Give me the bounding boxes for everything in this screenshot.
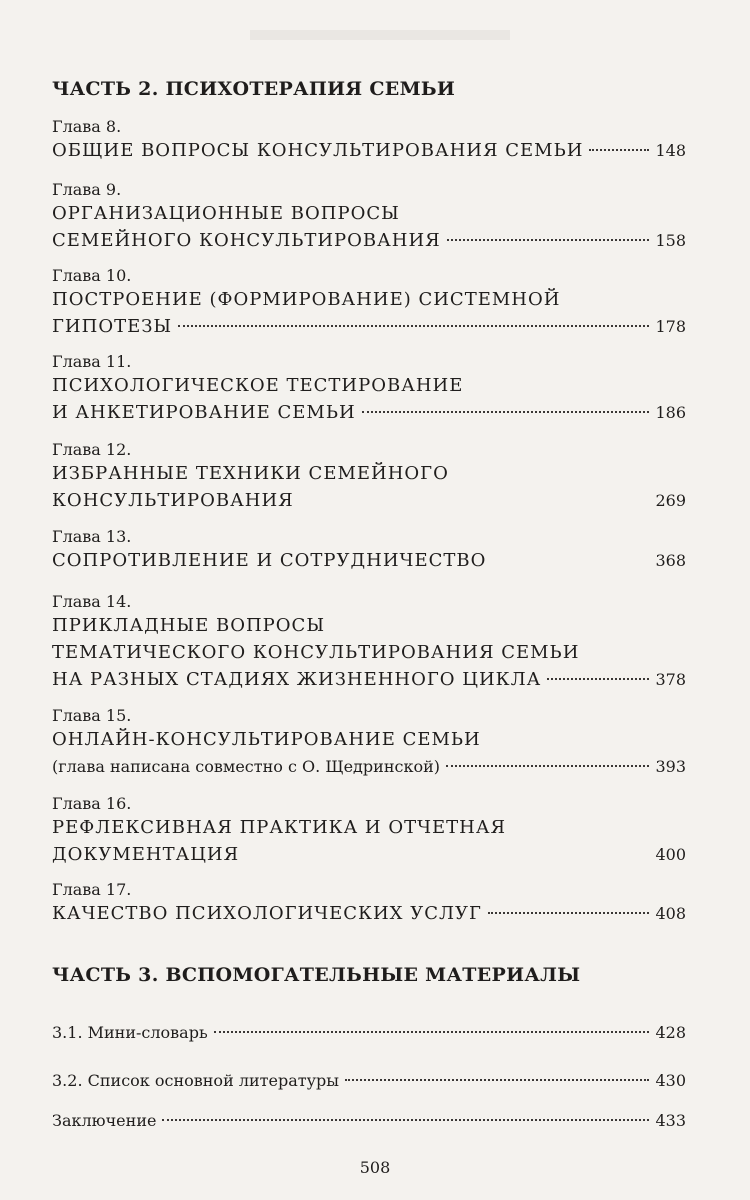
chapter-title-line (52, 487, 686, 514)
chapter-title: СЕМЕЙНОГО КОНСУЛЬТИРОВАНИЯ (52, 230, 441, 251)
chapter-title: СОПРОТИВЛЕНИЕ И СОТРУДНИЧЕСТВО (52, 550, 487, 571)
chapter-17 (52, 880, 686, 927)
chapter-number: Глава 12. (52, 440, 132, 459)
chapter-title: ОБЩИЕ ВОПРОСЫ КОНСУЛЬТИРОВАНИЯ СЕМЬИ (52, 140, 584, 161)
page-number: 378 (655, 670, 686, 689)
chapter-number: Глава 13. (52, 527, 132, 546)
chapter-number: Глава 9. (52, 180, 122, 199)
chapter-11 (52, 352, 686, 426)
page-folio: 508 (359, 1158, 391, 1177)
chapter-title: ГИПОТЕЗЫ (52, 316, 173, 337)
page-number: 393 (655, 757, 686, 776)
chapter-number: Глава 15. (52, 706, 132, 725)
chapter-title-line (52, 666, 686, 693)
chapter-number: Глава 17. (52, 880, 132, 899)
chapter-number: Глава 16. (52, 794, 132, 813)
chapter-title-line: ИЗБРАННЫЕ ТЕХНИКИ СЕМЕЙНОГО (52, 463, 449, 484)
bleed-through-header (250, 30, 510, 40)
dot-leader (362, 411, 650, 413)
entry-label: 3.1. Мини-словарь (52, 1023, 208, 1042)
dot-leader (589, 149, 649, 151)
page-number: 148 (655, 141, 686, 160)
chapter-8 (52, 117, 686, 164)
chapter-title-line: ОРГАНИЗАЦИОННЫЕ ВОПРОСЫ (52, 203, 400, 224)
chapter-15 (52, 706, 686, 780)
chapter-title-line (52, 227, 686, 254)
page-number: 408 (655, 904, 686, 923)
dot-leader (447, 239, 650, 241)
dot-leader (345, 1079, 649, 1081)
chapter-title-line: ОНЛАЙН-КОНСУЛЬТИРОВАНИЕ СЕМЬИ (52, 729, 481, 750)
chapter-16 (52, 794, 686, 868)
page-number: 430 (655, 1071, 686, 1090)
dot-leader (214, 1031, 650, 1033)
dot-leader (162, 1119, 649, 1121)
chapter-title: ДОКУМЕНТАЦИЯ (52, 844, 240, 865)
dot-leader (446, 765, 649, 767)
chapter-title: КОНСУЛЬТИРОВАНИЯ (52, 490, 294, 511)
chapter-title-line: ПРИКЛАДНЫЕ ВОПРОСЫ (52, 615, 326, 636)
dot-leader (488, 912, 650, 914)
chapter-title-line (52, 547, 686, 574)
dot-leader (178, 325, 649, 327)
chapter-13 (52, 527, 686, 574)
chapter-title-line: ПОСТРОЕНИЕ (ФОРМИРОВАНИЕ) СИСТЕМНОЙ (52, 289, 561, 310)
chapter-number: Глава 14. (52, 592, 132, 611)
chapter-title-line: ПСИХОЛОГИЧЕСКОЕ ТЕСТИРОВАНИЕ (52, 375, 464, 396)
chapter-14 (52, 592, 686, 693)
chapter-note: (глава написана совместно с О. Щедринской) (52, 757, 440, 776)
chapter-title: КАЧЕСТВО ПСИХОЛОГИЧЕСКИХ УСЛУГ (52, 903, 482, 924)
chapter-title-line (52, 399, 686, 426)
part-2-title: ЧАСТЬ 2. ПСИХОТЕРАПИЯ СЕМЬИ (52, 78, 456, 100)
toc-entry-conclusion (52, 1110, 686, 1132)
chapter-number: Глава 10. (52, 266, 132, 285)
entry-label: Заключение (52, 1111, 157, 1130)
chapter-title-line (52, 313, 686, 340)
chapter-title-line (52, 753, 686, 780)
dot-leader (547, 678, 649, 680)
toc-entry-bibliography (52, 1070, 686, 1092)
page-number: 269 (655, 491, 686, 510)
chapter-title-line: РЕФЛЕКСИВНАЯ ПРАКТИКА И ОТЧЕТНАЯ (52, 817, 507, 838)
page-number: 368 (655, 551, 686, 570)
part-3-title: ЧАСТЬ 3. ВСПОМОГАТЕЛЬНЫЕ МАТЕРИАЛЫ (52, 964, 581, 986)
page-number: 186 (655, 403, 686, 422)
chapter-title-line (52, 137, 686, 164)
page-number: 400 (655, 845, 686, 864)
chapter-title-line (52, 900, 686, 927)
entry-label: 3.2. Список основной литературы (52, 1071, 339, 1090)
toc-entry-mini-dictionary (52, 1022, 686, 1044)
chapter-number: Глава 8. (52, 117, 122, 136)
chapter-title: И АНКЕТИРОВАНИЕ СЕМЬИ (52, 402, 356, 423)
chapter-9 (52, 180, 686, 254)
page-number: 433 (655, 1111, 686, 1130)
chapter-number: Глава 11. (52, 352, 132, 371)
chapter-title-line: ТЕМАТИЧЕСКОГО КОНСУЛЬТИРОВАНИЯ СЕМЬИ (52, 642, 580, 663)
chapter-12 (52, 440, 686, 514)
chapter-title-line (52, 841, 686, 868)
chapter-10 (52, 266, 686, 340)
page-number: 178 (655, 317, 686, 336)
page-number: 158 (655, 231, 686, 250)
chapter-title: НА РАЗНЫХ СТАДИЯХ ЖИЗНЕННОГО ЦИКЛА (52, 669, 542, 690)
page-number: 428 (655, 1023, 686, 1042)
